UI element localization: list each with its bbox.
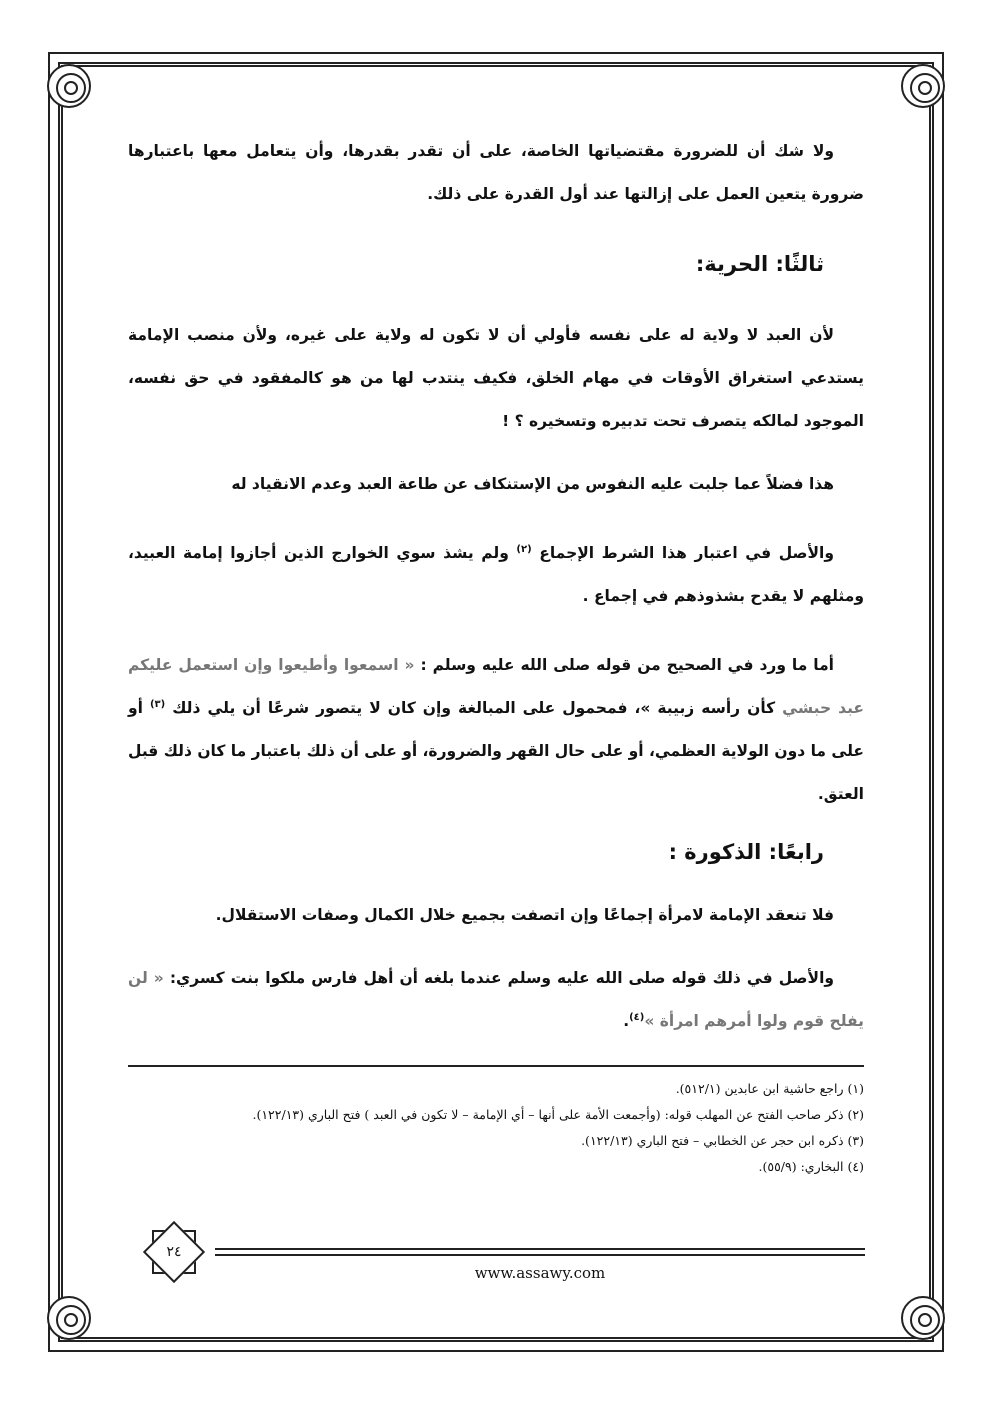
hadith-quote-obey: « اسمعوا وأطيعوا وإن استعمل عليكم عبد حبشي [128, 656, 864, 717]
hadith-explanation-end: أو على ما دون الولاية العظمي، أو على حال القهر والضرورة، أو على أن ذلك باعتبار ما كان ذلك قبل العتق. [128, 699, 864, 803]
persia-intro: والأصل في ذلك قوله صلى الله عليه وسلم عندما بلغه أن أهل فارس ملكوا بنت كسري: [169, 969, 835, 987]
heading-masculinity: رابعًا: الذكورة : [668, 840, 824, 864]
footnote-4: (٤) البخاري: (٥٥/٩). [758, 1159, 864, 1174]
hadith-explanation: كأن رأسه زبيبة »، فمحمول على المبالغة وإن كان لا يتصور شرعًا أن يلي ذلك [172, 699, 776, 717]
paragraph-aversion: هذا فضلاً عما جلبت عليه النفوس من الإستنكاف عن طاعة العبد وعدم الانقياد له [231, 475, 834, 493]
page-number: ٢٤ [166, 1244, 182, 1260]
hadith-intro: أما ما ورد في الصحيح من قوله صلى الله عليه وسلم : [420, 656, 834, 674]
paragraph-hadith-obey [128, 644, 864, 816]
footer-rule-bottom [215, 1254, 865, 1256]
hadith-quote-persia: « لن يفلح قوم ولوا أمرهم امرأة » [128, 969, 864, 1030]
paragraph-slave-guardianship: لأن العبد لا ولاية له على نفسه فأولي أن لا تكون له ولاية على غيره، ولأن منصب الإمامة يستدعي استغراق الأوقات في مهام الخلق، فكيف ينتدب لها من هو كالمفقود في حق نفسه، الموجود لمالكه يتصرف تحت تدبيره وتسخيره ؟ ! [128, 326, 864, 430]
paragraph-consensus [128, 532, 864, 618]
footnote-3: (٣) ذكره ابن حجر عن الخطابي – فتح الباري (١٢٢/١٣). [581, 1133, 864, 1148]
footnote-ref-2: (٢) [516, 543, 532, 555]
footnote-2: (٢) ذكر صاحب الفتح عن المهلب قوله: (وأجمعت الأمة على أنها – أي الإمامة – لا تكون في العبد ) فتح الباري (١٢٢/١٣). [252, 1107, 864, 1122]
footer-website: www.assawy.com [474, 1264, 606, 1282]
footnotes [128, 1076, 864, 1180]
consensus-text-a: والأصل في اعتبار هذا الشرط الإجماع [539, 544, 834, 562]
consensus-text-b: ولم يشذ سوي الخوارج الذين أجازوا إمامة العبيد، ومثلهم لا يقدح بشذوذهم في إجماع . [128, 544, 864, 605]
corner-ornament-bottom-right [901, 1296, 945, 1340]
paragraph-hadith-persia [128, 957, 864, 1043]
footnote-1: (١) راجع حاشية ابن عابدين (٥١٢/١). [675, 1081, 864, 1096]
corner-ornament-top-right [901, 64, 945, 108]
corner-ornament-bottom-left [47, 1296, 91, 1340]
footnote-ref-4: (٤) [629, 1011, 645, 1023]
paragraph-woman-imamate: فلا تنعقد الإمامة لامرأة إجماعًا وإن اتصفت بجميع خلال الكمال وصفات الاستقلال. [215, 906, 834, 924]
footnote-divider [128, 1065, 864, 1067]
paragraph-necessity: ولا شك أن للضرورة مقتضياتها الخاصة، على أن تقدر بقدرها، وأن يتعامل معها باعتبارها ضرورة يتعين العمل على إزالتها عند أول القدرة على ذلك. [128, 142, 864, 203]
footnote-ref-3: (٣) [149, 698, 166, 710]
corner-ornament-top-left [47, 64, 91, 108]
footer-rule-top [215, 1248, 865, 1250]
page-body [128, 130, 864, 1043]
heading-freedom: ثالثًا: الحرية: [695, 252, 824, 276]
persia-end: . [623, 1012, 630, 1030]
page-number-badge [140, 1218, 208, 1286]
